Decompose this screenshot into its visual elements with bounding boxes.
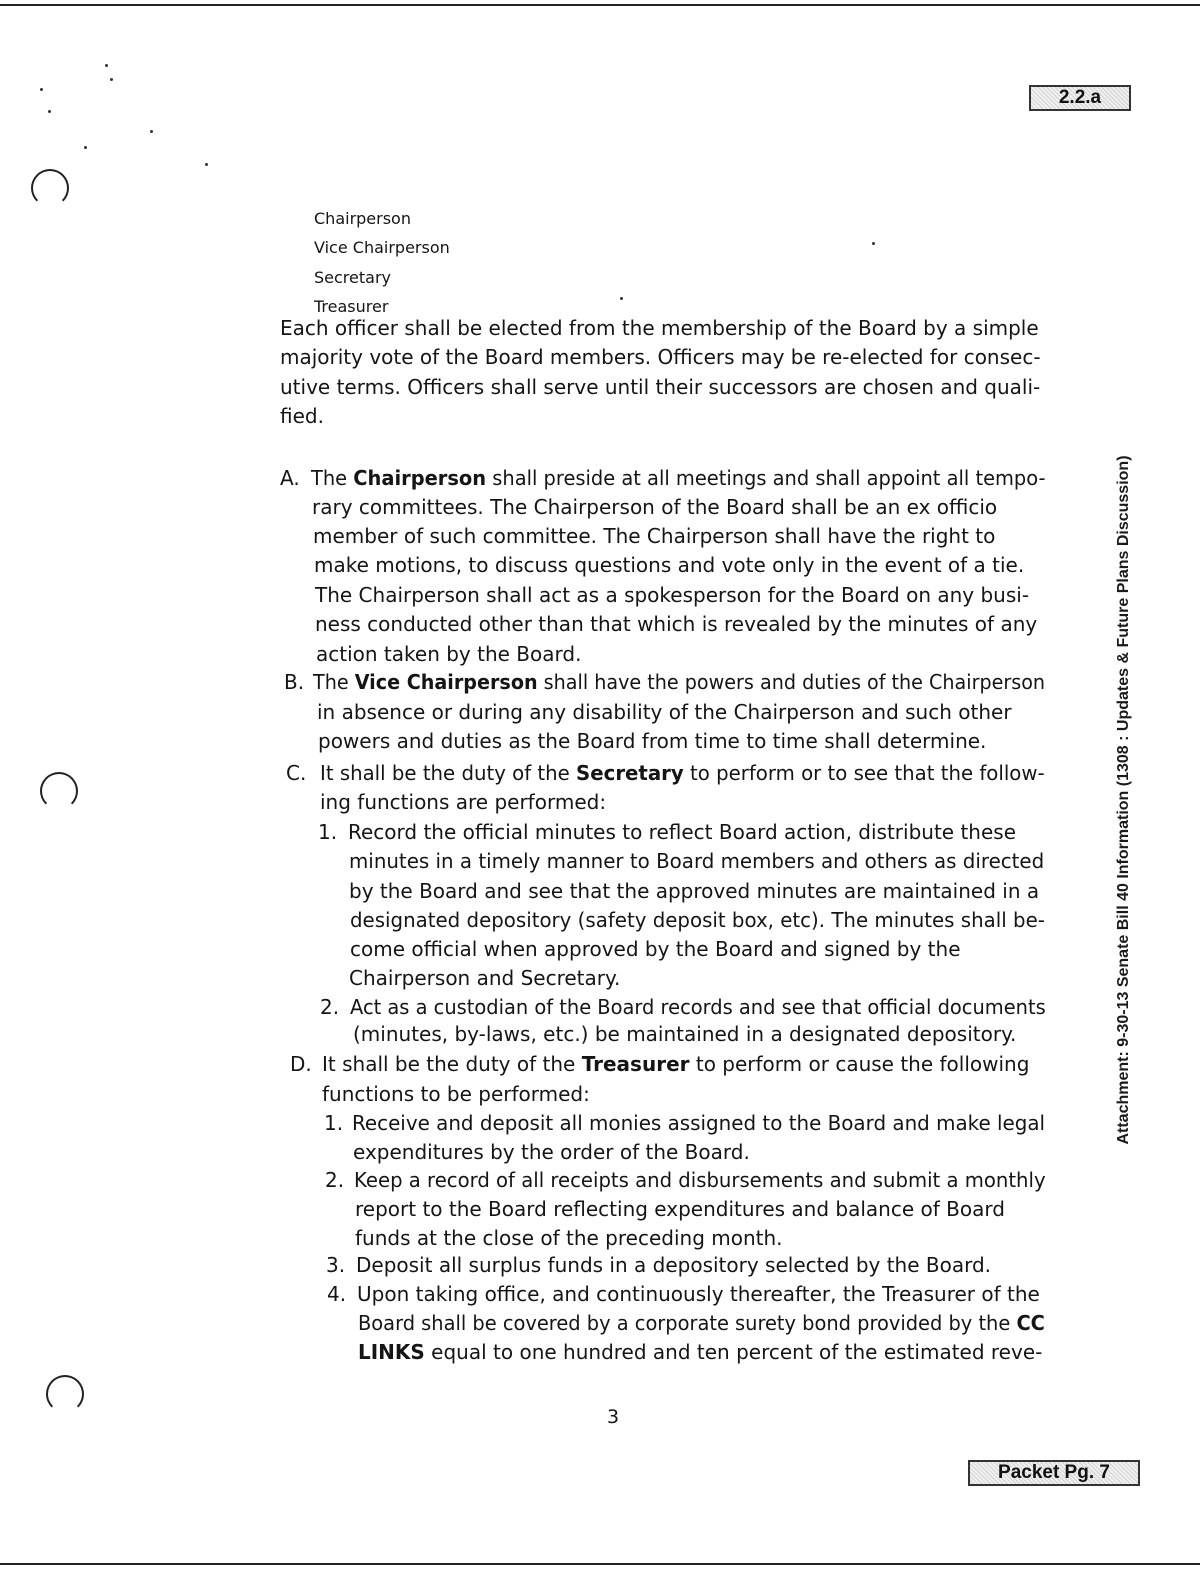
text-line: majority vote of the Board members. Officers may be re-elected for consec- bbox=[280, 345, 1041, 369]
text-line: ness conducted other than that which is revealed by the minutes of any bbox=[315, 612, 1038, 636]
bold-term: LINKS bbox=[358, 1340, 425, 1364]
item-marker: 1. bbox=[324, 1111, 344, 1135]
text-line: fied. bbox=[280, 404, 324, 428]
item-marker: 2. bbox=[320, 995, 340, 1019]
punch-hole bbox=[31, 169, 69, 207]
text-line: Chairperson and Secretary. bbox=[349, 966, 621, 990]
text-line: rary committees. The Chairperson of the Board shall be an ex officio bbox=[312, 495, 998, 519]
officer-title: Vice Chairperson bbox=[314, 238, 450, 258]
text-line: minutes in a timely manner to Board members and others as directed bbox=[349, 849, 1045, 873]
text-line: (minutes, by-laws, etc.) be maintained in a designated depository. bbox=[353, 1022, 1017, 1046]
section-marker: B. bbox=[284, 670, 305, 694]
text-line: It shall be the duty of the Secretary to perform or to see that the follow- bbox=[320, 761, 1045, 785]
text-line: report to the Board reflecting expenditures and balance of Board bbox=[355, 1197, 1005, 1221]
text-line: Receive and deposit all monies assigned to the Board and make legal bbox=[352, 1111, 1046, 1135]
scan-top-edge bbox=[0, 4, 1200, 6]
scan-speck bbox=[620, 297, 623, 300]
scan-speck bbox=[84, 146, 87, 149]
officer-title: Secretary bbox=[314, 267, 391, 287]
text-line: The Vice Chairperson shall have the powers and duties of the Chairperson bbox=[313, 670, 1046, 694]
scan-speck bbox=[40, 88, 43, 91]
text-line: utive terms. Officers shall serve until their successors are chosen and quali- bbox=[280, 375, 1041, 399]
scan-speck bbox=[105, 64, 108, 67]
item-marker: 3. bbox=[326, 1253, 346, 1277]
text-line: by the Board and see that the approved minutes are maintained in a bbox=[349, 879, 1040, 903]
text-line: Upon taking office, and continuously thereafter, the Treasurer of the bbox=[357, 1282, 1040, 1306]
scan-speck bbox=[110, 78, 113, 81]
text-line: ing functions are performed: bbox=[320, 790, 607, 814]
section-marker: C. bbox=[286, 761, 307, 785]
scan-speck bbox=[872, 242, 875, 245]
text-line: The Chairperson shall preside at all meetings and shall appoint all tempo- bbox=[311, 466, 1046, 490]
item-marker: 2. bbox=[325, 1168, 345, 1192]
text-line: LINKS equal to one hundred and ten percent of the estimated reve- bbox=[358, 1340, 1043, 1364]
agenda-item-stamp: 2.2.a bbox=[1029, 85, 1131, 111]
page-number: 3 bbox=[607, 1406, 620, 1428]
officer-list bbox=[314, 204, 450, 322]
scan-speck bbox=[150, 130, 153, 133]
punch-hole bbox=[40, 772, 78, 810]
punch-hole bbox=[46, 1375, 84, 1413]
text-line: functions to be performed: bbox=[322, 1082, 590, 1106]
section-marker: A. bbox=[280, 466, 300, 490]
text-line: Keep a record of all receipts and disbursements and submit a monthly bbox=[354, 1168, 1046, 1192]
scan-speck bbox=[48, 110, 51, 113]
text-line: Each officer shall be elected from the membership of the Board by a simple bbox=[280, 316, 1039, 340]
officer-title: Chairperson bbox=[314, 209, 411, 228]
text-line: The Chairperson shall act as a spokesperson for the Board on any busi- bbox=[315, 583, 1030, 607]
role-name: Treasurer bbox=[581, 1052, 690, 1076]
scan-speck bbox=[205, 163, 208, 166]
text-line: powers and duties as the Board from time to time shall determine. bbox=[318, 729, 987, 753]
text-line: expenditures by the order of the Board. bbox=[353, 1140, 750, 1164]
section-marker: D. bbox=[290, 1052, 312, 1076]
scan-bottom-edge bbox=[0, 1563, 1200, 1565]
text-line: funds at the close of the preceding month. bbox=[355, 1226, 783, 1250]
officer-title: Treasurer bbox=[314, 297, 389, 317]
text-line: member of such committee. The Chairperson shall have the right to bbox=[313, 524, 996, 548]
text-line: action taken by the Board. bbox=[316, 642, 582, 666]
text-line: Board shall be covered by a corporate surety bond provided by the CC bbox=[358, 1311, 1045, 1335]
role-name: Secretary bbox=[576, 761, 684, 785]
text-line: Act as a custodian of the Board records and see that official documents bbox=[350, 995, 1046, 1019]
text-line: make motions, to discuss questions and vote only in the event of a tie. bbox=[314, 553, 1025, 577]
text-line: Deposit all surplus funds in a depository selected by the Board. bbox=[356, 1253, 992, 1277]
item-marker: 4. bbox=[327, 1282, 347, 1306]
packet-page-stamp: Packet Pg. 7 bbox=[968, 1460, 1140, 1486]
text-line: designated depository (safety deposit box, etc). The minutes shall be- bbox=[350, 908, 1045, 932]
text-line: Record the official minutes to reflect Board action, distribute these bbox=[348, 820, 1016, 844]
text-line: in absence or during any disability of the Chairperson and such other bbox=[317, 700, 1012, 724]
text-line: come official when approved by the Board and signed by the bbox=[350, 937, 961, 961]
text-line: It shall be the duty of the Treasurer to perform or cause the following bbox=[322, 1052, 1030, 1076]
role-name: Vice Chairperson bbox=[354, 670, 538, 694]
bold-term: CC bbox=[1016, 1311, 1045, 1335]
attachment-side-label: Attachment: 9-30-13 Senate Bill 40 Information (1308 : Updates & Future Plans Discussion) bbox=[1115, 455, 1132, 1145]
role-name: Chairperson bbox=[353, 466, 487, 490]
item-marker: 1. bbox=[318, 820, 338, 844]
